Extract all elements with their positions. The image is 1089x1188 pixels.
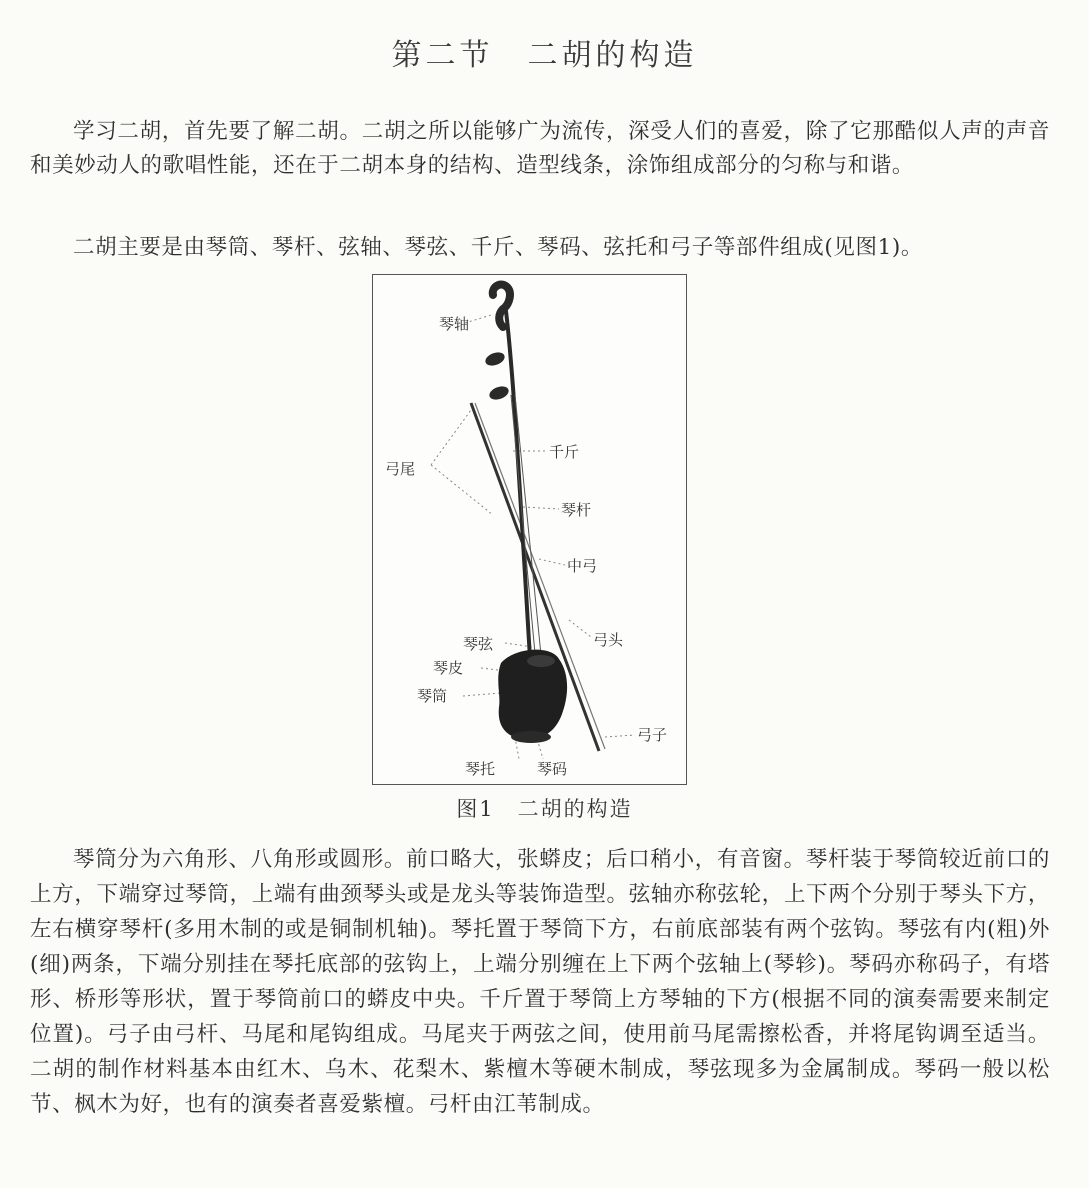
intro-paragraph: 学习二胡，首先要了解二胡。二胡之所以能够广为流传，深受人们的喜爱，除了它那酷似人声的声音和美妙动人的歌唱性能，还在于二胡本身的结构、造型线条，涂饰组成部分的匀称与和谐。 — [30, 119, 1050, 178]
label-qinxian: 琴弦 — [463, 635, 494, 653]
label-gongzi: 弓子 — [637, 726, 668, 744]
erhu-neck — [505, 303, 531, 675]
erhu-illustration — [373, 275, 686, 784]
label-qinzhou: 琴轴 — [439, 315, 470, 333]
leader-qingan — [523, 507, 559, 509]
leader-gongtou — [569, 620, 591, 637]
figure-caption: 图1 二胡的构造 — [456, 797, 633, 821]
label-qintuo: 琴托 — [465, 760, 496, 778]
label-qingan: 琴杆 — [561, 501, 592, 519]
erhu-figure — [372, 274, 687, 785]
string-inner — [511, 395, 537, 675]
label-gongtou: 弓头 — [593, 631, 624, 649]
label-qintong: 琴筒 — [417, 687, 448, 705]
leader-gongzi — [605, 735, 635, 737]
lower-peg — [488, 384, 511, 402]
leader-qintong — [463, 693, 501, 696]
erhu-base — [511, 731, 551, 743]
erhu-skin — [527, 655, 555, 667]
section-title: 第二节 二胡的构造 — [391, 38, 698, 73]
label-qinpi: 琴皮 — [433, 659, 464, 677]
components-paragraph: 二胡主要是由琴筒、琴杆、弦轴、琴弦、千斤、琴码、弦托和弓子等部件组成(见图1)。 — [73, 235, 923, 260]
upper-peg — [484, 350, 507, 368]
label-qinma: 琴码 — [537, 760, 568, 778]
label-gongwei: 弓尾 — [385, 460, 416, 478]
structure-paragraph: 琴筒分为六角形、八角形或圆形。前口略大，张蟒皮；后口稍小，有音窗。琴杆装于琴筒较近前口的上方，下端穿过琴筒，上端有曲颈琴头或是龙头等装饰造型。弦轴亦称弦轮，上下两个分别于琴头下方，左右横穿琴杆(多用木制的或是铜制机轴)。琴托置于琴筒下方，右前底部装有两个弦钩。琴弦有内(粗)外(细)两条，下端分别挂在琴托底部的弦钩上，上端分别缠在上下两个弦轴上(琴轸)。琴码亦称码子，有塔形、桥形等形状，置于琴筒前口的蟒皮中央。千斤置于琴筒上方琴轴的下方(根据不同的演奏需要来制定位置)。弓子由弓杆、马尾和尾钩组成。马尾夹于两弦之间，使用前马尾需擦松香，并将尾钩调至适当。二胡的制作材料基本由红木、乌木、花梨木、紫檀木等硬木制成，琴弦现多为金属制成。琴码一般以松节、枫木为好，也有的演奏者喜爱紫檀。弓杆由江苇制成。 — [30, 847, 1050, 1117]
label-qianjin: 千斤 — [549, 443, 580, 461]
leader-zhonggong — [539, 559, 565, 565]
label-zhonggong: 中弓 — [567, 557, 598, 575]
